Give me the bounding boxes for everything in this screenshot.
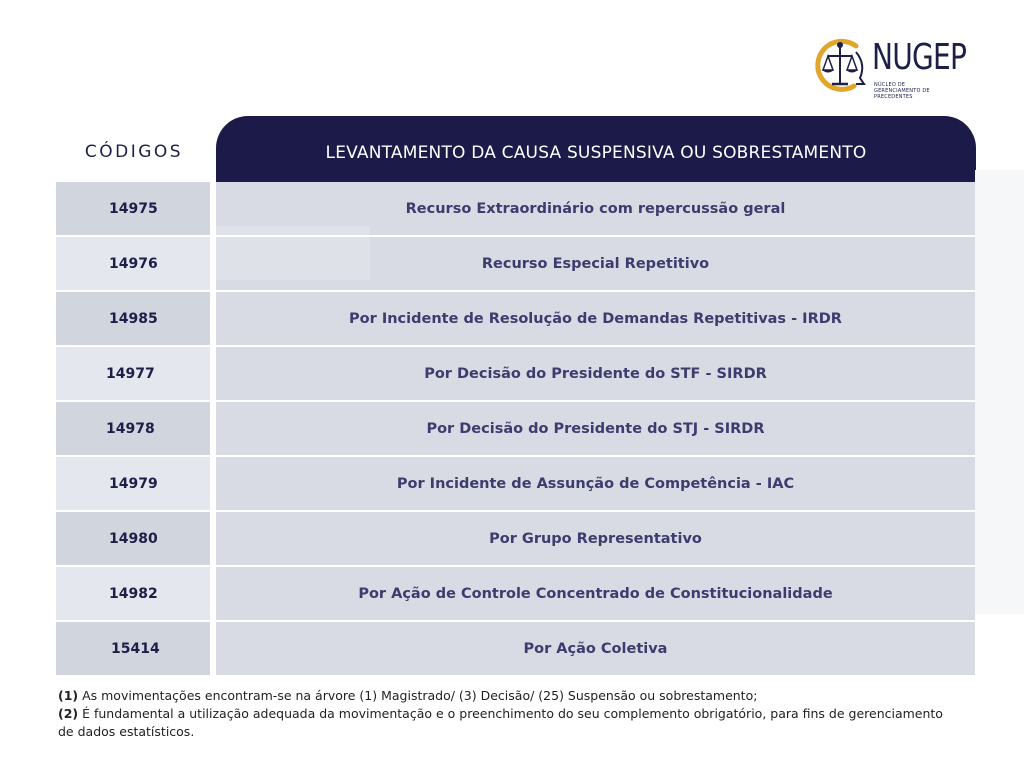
decorative-band <box>975 170 1024 614</box>
code-cell: 14979 <box>56 457 210 510</box>
description-cell: Por Incidente de Resolução de Demandas Repetitivas - IRDR <box>216 292 975 345</box>
logo-subtitle: NÚCLEO DE GERENCIAMENTO DE PRECEDENTES <box>874 82 930 100</box>
code-cell: 14985 <box>56 292 210 345</box>
footnote-marker: (2) <box>58 706 79 721</box>
table-title: LEVANTAMENTO DA CAUSA SUSPENSIVA OU SOBRESTAMENTO <box>325 143 867 163</box>
code-cell: 14978 <box>56 402 210 455</box>
description-cell: Por Grupo Representativo <box>216 512 975 565</box>
code-cell: 14976 <box>56 237 210 290</box>
code-cell: 14982 <box>56 567 210 620</box>
footnotes <box>58 687 958 741</box>
justice-scale-icon <box>810 34 872 98</box>
footnote-text: É fundamental a utilização adequada da movimentação e o preenchimento do seu complemento obrigatório, para fins de gerenciamento de dados estatísticos. <box>58 706 943 739</box>
description-cell: Por Ação de Controle Concentrado de Constitucionalidade <box>216 567 975 620</box>
description-cell: Recurso Especial Repetitivo <box>216 237 975 290</box>
code-cell: 15414 <box>56 622 210 675</box>
description-cell: Recurso Extraordinário com repercussão geral <box>216 182 975 235</box>
footnote-marker: (1) <box>58 688 79 703</box>
code-cell: 14980 <box>56 512 210 565</box>
codes-column <box>56 182 210 677</box>
code-cell: 14977 <box>56 347 210 400</box>
footnote <box>58 705 958 741</box>
footnote <box>58 687 958 705</box>
description-cell: Por Incidente de Assunção de Competência - IAC <box>216 457 975 510</box>
descriptions-column <box>216 182 975 677</box>
description-cell: Por Decisão do Presidente do STJ - SIRDR <box>216 402 975 455</box>
nugep-logo <box>810 34 967 100</box>
codes-column-header: CÓDIGOS <box>84 142 184 162</box>
footnote-text: As movimentações encontram-se na árvore (1) Magistrado/ (3) Decisão/ (25) Suspensão ou sobrestamento; <box>78 688 758 703</box>
description-cell: Por Ação Coletiva <box>216 622 975 675</box>
code-cell: 14975 <box>56 182 210 235</box>
table-header <box>216 116 976 182</box>
logo-wordmark: NUGEP <box>872 37 967 78</box>
description-cell: Por Decisão do Presidente do STF - SIRDR <box>216 347 975 400</box>
